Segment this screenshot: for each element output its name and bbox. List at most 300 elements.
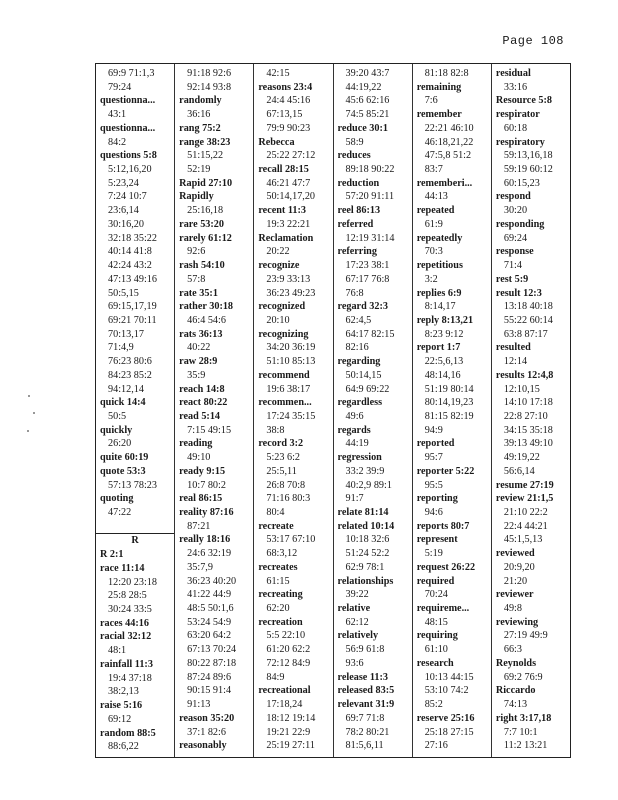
index-entry-references: 78:2 80:21 xyxy=(345,726,390,738)
word-index-table xyxy=(95,63,571,758)
index-entry-references: 47:22 xyxy=(108,507,132,518)
index-entry-word: recognized xyxy=(258,301,306,313)
index-entry-references: 26:8 70:8 xyxy=(266,479,306,491)
index-entry-references: 12:14 xyxy=(503,356,528,368)
index-entry-word: Rebecca xyxy=(258,136,295,148)
index-entry-references: 69:24 xyxy=(503,232,528,244)
index-entry-word: right 3:17,18 xyxy=(495,712,552,724)
index-entry-word: reports 80:7 xyxy=(416,520,470,532)
index-entry-references: 5:5 22:10 xyxy=(266,630,306,642)
index-entry-references: 38:2,13 xyxy=(108,686,139,698)
index-entry-references: 92:14 93:8 xyxy=(187,81,232,93)
index-entry-word: recent 11:3 xyxy=(258,205,306,217)
index-entry-references: 40:2,9 89:1 xyxy=(345,479,392,491)
index-entry-references: 85:2 xyxy=(424,699,443,711)
index-entry-references: 57:8 xyxy=(187,273,206,285)
index-entry-word: Riccardo xyxy=(495,685,536,697)
index-entry-references: 36:16 xyxy=(187,109,211,121)
index-entry-references: 50:5 xyxy=(108,410,127,422)
index-entry-references: 44:19 xyxy=(345,438,369,450)
index-entry-references: 61:20 62:2 xyxy=(266,644,311,656)
index-entry-references: 84:23 85:2 xyxy=(108,369,152,381)
page-number: Page 108 xyxy=(502,34,564,48)
index-entry-references: 42:15 xyxy=(266,68,290,79)
index-entry-references: 94:12,14 xyxy=(108,383,144,395)
scan-speck xyxy=(28,395,30,397)
index-entry-references: 60:18 xyxy=(503,122,528,134)
index-entry-references: 67:17 76:8 xyxy=(345,273,390,285)
index-entry-word: range 38:23 xyxy=(179,136,231,148)
index-entry-word: really 18:16 xyxy=(179,534,231,546)
index-entry-references: 92:6 xyxy=(187,246,206,258)
index-entry-word: represent xyxy=(416,534,458,546)
index-entry-references: 89:18 90:22 xyxy=(345,164,395,176)
index-entry-references: 91:7 xyxy=(345,493,364,505)
index-entry-word: report 1:7 xyxy=(416,342,461,354)
index-entry-references: 23:6,14 xyxy=(108,205,139,217)
index-entry-word: regression xyxy=(337,452,382,464)
index-entry-references: 80:14,19,23 xyxy=(424,397,474,409)
index-entry-references: 48:5 50:1,6 xyxy=(187,603,234,615)
index-entry-word: rainfall 11:3 xyxy=(100,658,153,670)
index-entry-references: 5:23 6:2 xyxy=(266,452,301,464)
index-entry-word: reply 8:13,21 xyxy=(416,314,474,326)
index-entry-references: 49:6 xyxy=(345,410,364,422)
index-entry-word: referred xyxy=(337,218,374,230)
index-entry-word: reality 87:16 xyxy=(179,507,234,518)
index-entry-word: repeatedly xyxy=(416,232,463,244)
index-entry-word: resume 27:19 xyxy=(495,479,554,491)
index-entry-references: 33:16 xyxy=(503,81,528,93)
index-entry-word: remember xyxy=(416,109,462,121)
index-entry-references: 71:4,9 xyxy=(108,342,134,354)
index-entry-references: 64:9 69:22 xyxy=(345,383,390,395)
index-entry-references: 94:6 xyxy=(424,507,443,518)
index-entry-word: relatively xyxy=(337,630,379,642)
index-entry-word: regarding xyxy=(337,356,381,368)
scan-speck xyxy=(33,412,35,414)
index-entry-references: 53:10 74:2 xyxy=(424,685,469,697)
index-entry-references: 8:14,17 xyxy=(424,301,456,313)
section-letter-heading: R xyxy=(96,533,174,548)
index-entry-references: 83:7 xyxy=(424,164,443,176)
index-entry-references: 90:15 91:4 xyxy=(187,685,232,697)
index-entry-references: 58:9 xyxy=(345,136,364,148)
index-entry-references: 93:6 xyxy=(345,657,364,669)
index-entry-references: 12:10,15 xyxy=(503,383,540,395)
index-entry-references: 7:15 49:15 xyxy=(187,424,232,436)
index-entry-word: race 11:14 xyxy=(100,562,145,574)
index-column-1 xyxy=(95,64,174,757)
index-entry-references: 71:16 80:3 xyxy=(266,493,311,505)
index-entry-word: R 2:1 xyxy=(100,549,124,561)
index-entry-word: random 88:5 xyxy=(100,727,156,739)
index-entry-references: 39:13 49:10 xyxy=(503,438,553,450)
index-entry-references: 69:21 70:11 xyxy=(108,314,157,326)
index-entry-references: 70:24 xyxy=(424,589,448,601)
index-entry-word: rash 54:10 xyxy=(179,260,225,272)
index-entry-word: rang 75:2 xyxy=(179,122,221,134)
index-entry-references: 94:9 xyxy=(424,424,443,436)
index-entry-word: release 11:3 xyxy=(337,671,388,683)
index-entry-word: quick 14:4 xyxy=(100,397,146,409)
index-entry-word: requireme... xyxy=(416,603,470,615)
index-entry-word: reel 86:13 xyxy=(337,205,381,217)
index-entry-references: 39:20 43:7 xyxy=(345,68,390,79)
index-entry-references: 17:24 35:15 xyxy=(266,410,316,422)
index-entry-references: 80:4 xyxy=(266,507,285,518)
index-entry-references: 69:15,17,19 xyxy=(108,301,157,313)
index-entry-references: 76:8 xyxy=(345,287,364,299)
index-entry-references: 7:24 10:7 xyxy=(108,191,147,203)
index-entry-references: 26:20 xyxy=(108,438,132,450)
index-entry-word: recommen... xyxy=(258,397,312,409)
index-entry-word: racial 32:12 xyxy=(100,631,152,643)
index-entry-word: questionna... xyxy=(100,122,156,134)
index-entry-word: quickly xyxy=(100,424,133,436)
index-entry-word: related 10:14 xyxy=(337,520,395,532)
index-column-3 xyxy=(253,64,332,757)
index-entry-references: 12:19 31:14 xyxy=(345,232,395,244)
index-entry-word: reduces xyxy=(337,150,371,162)
index-entry-references: 59:19 60:12 xyxy=(503,164,553,176)
index-entry-word: quite 60:19 xyxy=(100,452,149,464)
index-entry-references: 35:7,9 xyxy=(187,561,213,573)
index-entry-references: 66:3 xyxy=(503,644,522,656)
index-entry-references: 51:19 80:14 xyxy=(424,383,474,395)
index-entry-references: 51:24 52:2 xyxy=(345,548,390,560)
index-entry-references: 71:4 xyxy=(503,260,522,272)
index-entry-references: 40:14 41:8 xyxy=(108,246,152,258)
index-entry-references: 8:23 9:12 xyxy=(424,328,464,340)
index-entry-references: 42:24 43:2 xyxy=(108,260,152,272)
index-entry-word: raise 5:16 xyxy=(100,700,143,712)
index-entry-word: recognize xyxy=(258,260,300,272)
index-entry-word: request 26:22 xyxy=(416,561,476,573)
index-entry-references: 69:7 71:8 xyxy=(345,712,385,724)
index-entry-references: 81:5,6,11 xyxy=(345,740,384,752)
index-entry-word: replies 6:9 xyxy=(416,287,462,299)
index-entry-word: respirator xyxy=(495,109,540,121)
index-entry-references: 67:13 70:24 xyxy=(187,644,237,656)
index-entry-word: races 44:16 xyxy=(100,617,149,629)
index-entry-word: rare 53:20 xyxy=(179,218,224,230)
index-entry-word: rate 35:1 xyxy=(179,287,218,299)
index-entry-references: 46:21 47:7 xyxy=(266,177,311,189)
index-entry-references: 67:13,15 xyxy=(266,109,303,121)
index-entry-references: 19:21 22:9 xyxy=(266,726,311,738)
index-entry-word: regard 32:3 xyxy=(337,301,388,313)
index-entry-references: 37:1 82:6 xyxy=(187,726,226,738)
index-entry-references: 55:22 60:14 xyxy=(503,314,553,326)
index-entry-references: 34:15 35:18 xyxy=(503,424,553,436)
index-entry-word: quoting xyxy=(100,493,134,505)
index-entry-references: 74:13 xyxy=(503,699,528,711)
index-entry-references: 49:10 xyxy=(187,452,211,464)
index-entry-word: required xyxy=(416,575,455,587)
index-entry-word: residual xyxy=(495,68,531,79)
index-entry-references: 19:3 22:21 xyxy=(266,218,311,230)
index-entry-references: 84:2 xyxy=(108,136,127,148)
index-entry-references: 61:10 xyxy=(424,644,448,656)
index-entry-references: 43:1 xyxy=(108,109,127,121)
index-entry-word: review 21:1,5 xyxy=(495,493,554,505)
index-entry-word: resulted xyxy=(495,342,531,354)
index-entry-references: 38:8 xyxy=(266,424,285,436)
index-entry-references: 27:19 49:9 xyxy=(503,630,548,642)
index-entry-references: 57:20 91:11 xyxy=(345,191,395,203)
index-entry-references: 27:16 xyxy=(424,740,448,752)
index-entry-word: recreate xyxy=(258,520,294,532)
index-entry-references: 49:8 xyxy=(503,603,522,615)
index-column-2 xyxy=(174,64,253,757)
index-entry-references: 74:5 85:21 xyxy=(345,109,390,121)
index-entry-word: reach 14:8 xyxy=(179,383,225,395)
index-entry-word: relative xyxy=(337,603,371,615)
index-entry-references: 17:18,24 xyxy=(266,699,303,711)
index-entry-references: 30:20 xyxy=(503,205,528,217)
index-entry-word: questions 5:8 xyxy=(100,150,157,162)
index-entry-references: 5:23,24 xyxy=(108,177,139,189)
index-entry-references: 44:13 xyxy=(424,191,448,203)
index-entry-references: 56:6,14 xyxy=(503,465,535,477)
index-entry-word: questionna... xyxy=(100,95,156,107)
index-entry-references: 95:5 xyxy=(424,479,443,491)
index-entry-word: reasonably xyxy=(179,740,227,752)
index-entry-word: requiring xyxy=(416,630,458,642)
index-entry-references: 5:12,16,20 xyxy=(108,164,152,176)
index-entry-references: 61:9 xyxy=(424,218,443,230)
index-entry-references: 81:18 82:8 xyxy=(424,68,469,79)
index-entry-references: 20:9,20 xyxy=(503,561,535,573)
index-entry-word: real 86:15 xyxy=(179,493,223,505)
index-entry-references: 22:8 27:10 xyxy=(503,410,548,422)
index-entry-references: 63:20 64:2 xyxy=(187,630,232,642)
index-entry-references: 47:13 49:16 xyxy=(108,273,157,285)
index-entry-references: 20:22 xyxy=(266,246,290,258)
index-entry-word: recreating xyxy=(258,589,303,601)
index-entry-word: reporting xyxy=(416,493,458,505)
index-entry-references: 56:9 61:8 xyxy=(345,644,385,656)
index-entry-references: 5:19 xyxy=(424,548,443,560)
index-entry-word: regardless xyxy=(337,397,383,409)
index-entry-word: Reclamation xyxy=(258,232,314,244)
index-entry-word: repeated xyxy=(416,205,455,217)
index-entry-word: recall 28:15 xyxy=(258,164,309,176)
index-entry-word: recreation xyxy=(258,616,303,628)
index-entry-word: response xyxy=(495,246,534,258)
index-entry-references: 44:19,22 xyxy=(345,81,382,93)
index-entry-references: 36:23 40:20 xyxy=(187,575,237,587)
index-entry-word: randomly xyxy=(179,95,222,107)
index-entry-references: 12:20 23:18 xyxy=(108,576,157,588)
index-entry-word: repetitious xyxy=(416,260,463,272)
index-entry-word: result 12:3 xyxy=(495,287,542,299)
index-entry-word: reserve 25:16 xyxy=(416,712,475,724)
index-entry-references: 46:4 54:6 xyxy=(187,314,226,326)
index-entry-word: read 5:14 xyxy=(179,410,221,422)
index-entry-word: respiratory xyxy=(495,136,545,148)
index-entry-references: 21:20 xyxy=(503,575,528,587)
index-entry-word: regards xyxy=(337,424,371,436)
index-entry-references: 81:15 82:19 xyxy=(424,410,474,422)
index-entry-references: 11:2 13:21 xyxy=(503,740,548,752)
index-entry-word: rest 5:9 xyxy=(495,273,529,285)
index-entry-references: 3:2 xyxy=(424,273,438,285)
index-entry-references: 57:13 78:23 xyxy=(108,479,157,491)
index-entry-references: 69:2 76:9 xyxy=(503,671,543,683)
index-entry-word: respond xyxy=(495,191,531,203)
index-entry-references: 53:17 67:10 xyxy=(266,534,316,546)
index-entry-references: 34:20 36:19 xyxy=(266,342,316,354)
index-entry-references: 64:17 82:15 xyxy=(345,328,395,340)
index-entry-word: recreational xyxy=(258,685,311,697)
index-entry-references: 33:2 39:9 xyxy=(345,465,385,477)
index-entry-references: 25:8 28:5 xyxy=(108,590,147,602)
index-entry-references: 48:15 xyxy=(424,616,448,628)
index-entry-references: 62:4,5 xyxy=(345,314,372,326)
index-entry-references: 30:16,20 xyxy=(108,218,144,230)
index-entry-references: 88:6,22 xyxy=(108,741,139,753)
index-entry-references: 24:6 32:19 xyxy=(187,548,232,560)
index-entry-references: 25:18 27:15 xyxy=(424,726,474,738)
index-entry-word: relationships xyxy=(337,575,394,587)
index-entry-word: recreates xyxy=(258,561,298,573)
index-entry-references: 48:14,16 xyxy=(424,369,461,381)
index-entry-references: 25:19 27:11 xyxy=(266,740,315,752)
index-entry-references: 36:23 49:23 xyxy=(266,287,316,299)
index-entry-word: Resource 5:8 xyxy=(495,95,552,107)
index-entry-word: reporter 5:22 xyxy=(416,465,475,477)
index-entry-word: relevant 31:9 xyxy=(337,699,395,711)
index-entry-references: 22:4 44:21 xyxy=(503,520,548,532)
index-entry-references: 49:19,22 xyxy=(503,452,540,464)
index-entry-references: 35:9 xyxy=(187,369,206,381)
index-column-5 xyxy=(412,64,491,757)
index-entry-references: 10:18 32:6 xyxy=(345,534,390,546)
index-entry-references: 51:10 85:13 xyxy=(266,356,316,368)
index-entry-word: released 83:5 xyxy=(337,685,395,697)
index-entry-references: 21:10 22:2 xyxy=(503,507,548,518)
index-entry-references: 63:8 87:17 xyxy=(503,328,548,340)
index-entry-references: 19:4 37:18 xyxy=(108,672,152,684)
index-entry-references: 45:1,5,13 xyxy=(503,534,543,546)
scan-speck xyxy=(27,430,29,432)
index-entry-references: 87:24 89:6 xyxy=(187,671,232,683)
index-entry-references: 70:13,17 xyxy=(108,328,144,340)
index-entry-references: 91:18 92:6 xyxy=(187,68,232,79)
index-entry-word: reviewer xyxy=(495,589,534,601)
index-entry-references: 69:12 xyxy=(108,713,132,725)
index-entry-references: 25:22 27:12 xyxy=(266,150,316,162)
index-entry-references: 10:13 44:15 xyxy=(424,671,474,683)
index-entry-references: 59:13,16,18 xyxy=(503,150,553,162)
index-entry-references: 23:9 33:13 xyxy=(266,273,311,285)
index-entry-references: 80:22 87:18 xyxy=(187,657,237,669)
index-entry-references: 87:21 xyxy=(187,520,211,532)
index-entry-word: reduction xyxy=(337,177,380,189)
index-entry-references: 62:12 xyxy=(345,616,369,628)
index-entry-word: ready 9:15 xyxy=(179,465,226,477)
index-entry-references: 50:5,15 xyxy=(108,287,139,299)
index-entry-references: 70:3 xyxy=(424,246,443,258)
index-entry-references: 91:13 xyxy=(187,699,211,711)
index-entry-references: 50:14,17,20 xyxy=(266,191,316,203)
index-entry-references: 51:15,22 xyxy=(187,150,224,162)
index-entry-references: 41:22 44:9 xyxy=(187,589,232,601)
index-entry-word: reviewing xyxy=(495,616,539,628)
index-entry-references: 19:6 38:17 xyxy=(266,383,311,395)
index-entry-references: 82:16 xyxy=(345,342,369,354)
index-entry-word: remaining xyxy=(416,81,462,93)
index-entry-references: 62:20 xyxy=(266,603,290,615)
index-entry-references: 60:15,23 xyxy=(503,177,540,189)
index-entry-word: reduce 30:1 xyxy=(337,122,388,134)
index-entry-references: 53:24 54:9 xyxy=(187,616,232,628)
index-entry-word: reviewed xyxy=(495,548,535,560)
index-entry-word: react 80:22 xyxy=(179,397,228,409)
index-entry-references: 10:7 80:2 xyxy=(187,479,226,491)
index-entry-references: 13:18 40:18 xyxy=(503,301,553,313)
index-entry-references: 76:23 80:6 xyxy=(108,356,152,368)
index-entry-references: 95:7 xyxy=(424,452,443,464)
index-entry-word: quote 53:3 xyxy=(100,465,146,477)
index-entry-word: research xyxy=(416,657,454,669)
index-entry-word: recommend xyxy=(258,369,310,381)
index-entry-word: reason 35:20 xyxy=(179,712,235,724)
index-entry-references: 61:15 xyxy=(266,575,290,587)
index-entry-word: record 3:2 xyxy=(258,438,304,450)
index-entry-references: 68:3,12 xyxy=(266,548,298,560)
index-entry-references: 46:18,21,22 xyxy=(424,136,474,148)
index-entry-references: 40:22 xyxy=(187,342,211,354)
index-entry-references: 69:9 71:1,3 xyxy=(108,68,155,79)
index-entry-references: 32:18 35:22 xyxy=(108,232,157,244)
index-entry-references: 18:12 19:14 xyxy=(266,712,316,724)
index-entry-references: 52:19 xyxy=(187,164,211,176)
index-entry-word: recognizing xyxy=(258,328,309,340)
index-entry-references: 24:4 45:16 xyxy=(266,95,311,107)
index-entry-word: Reynolds xyxy=(495,657,537,669)
index-entry-references: 14:10 17:18 xyxy=(503,397,553,409)
index-entry-word: relate 81:14 xyxy=(337,507,389,518)
index-entry-word: Rapid 27:10 xyxy=(179,177,233,189)
index-entry-references: 7:6 xyxy=(424,95,438,107)
index-column-4 xyxy=(333,64,412,757)
index-entry-word: responding xyxy=(495,218,545,230)
index-entry-word: results 12:4,8 xyxy=(495,369,554,381)
index-entry-references xyxy=(100,520,174,534)
index-entry-word: rats 36:13 xyxy=(179,328,223,340)
index-entry-references: 72:12 84:9 xyxy=(266,657,311,669)
index-entry-word: Rapidly xyxy=(179,191,214,203)
index-entry-references: 79:9 90:23 xyxy=(266,122,311,134)
index-entry-references: 47:5,8 51:2 xyxy=(424,150,472,162)
index-entry-references: 17:23 38:1 xyxy=(345,260,390,272)
index-entry-word: rarely 61:12 xyxy=(179,232,232,244)
index-entry-word: rather 30:18 xyxy=(179,301,234,313)
index-entry-word: rememberi... xyxy=(416,177,473,189)
index-entry-word: reading xyxy=(179,438,213,450)
index-entry-references: 50:14,15 xyxy=(345,369,382,381)
index-entry-references: 84:9 xyxy=(266,671,285,683)
index-entry-word: referring xyxy=(337,246,377,258)
index-entry-references: 30:24 33:5 xyxy=(108,604,152,616)
index-entry-references: 7:7 10:1 xyxy=(503,726,538,738)
index-entry-references: 20:10 xyxy=(266,314,290,326)
index-entry-references: 79:24 xyxy=(108,81,132,93)
index-entry-word: reported xyxy=(416,438,455,450)
